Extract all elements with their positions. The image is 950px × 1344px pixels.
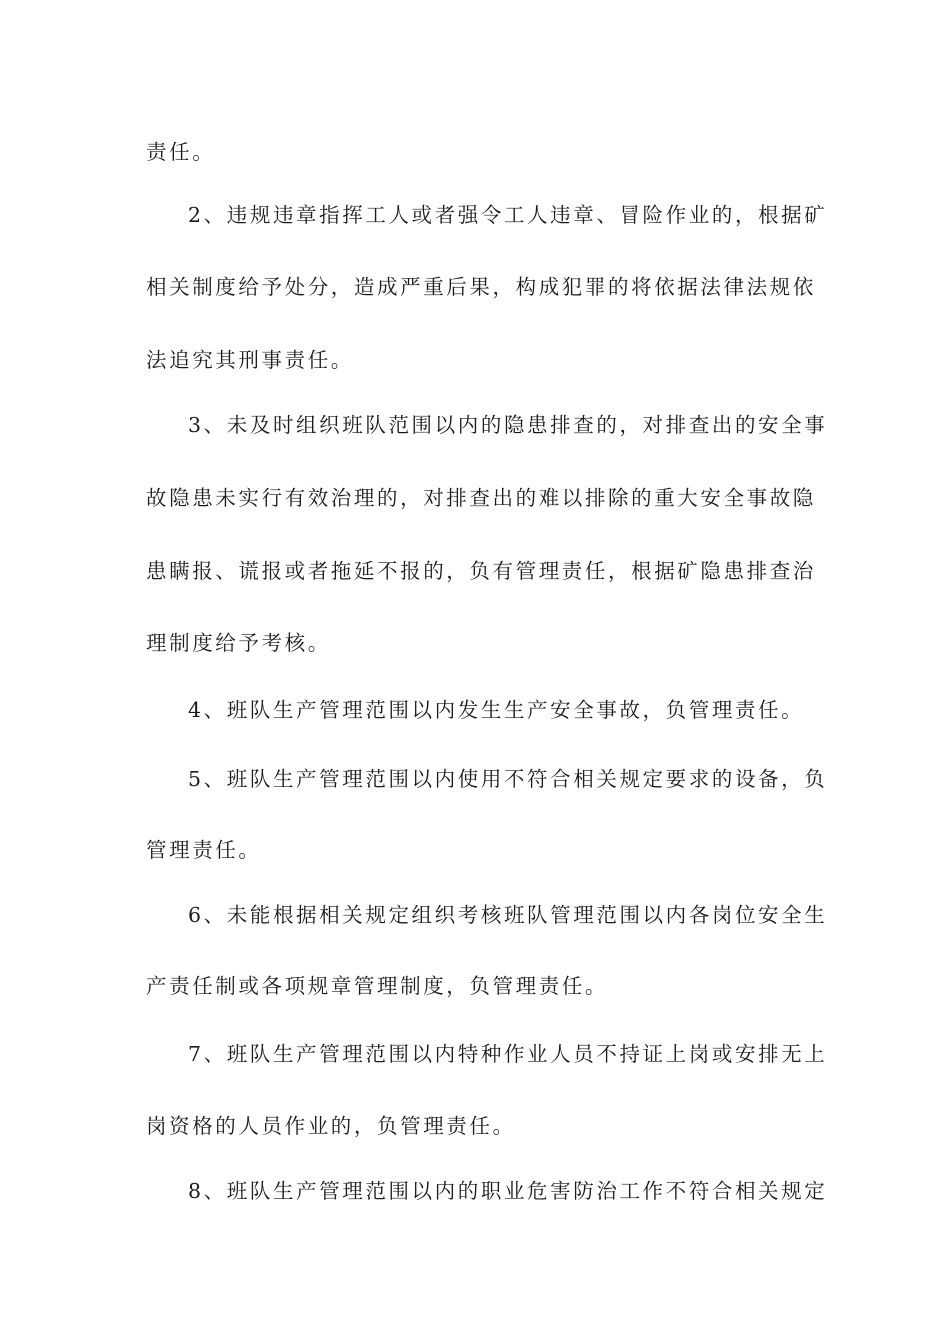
item-3-line-1: 3、未及时组织班队范围以内的隐患排查的，对排查出的安全事 [188, 413, 828, 437]
item-6-line-2: 产责任制或各项规章管理制度，负管理责任。 [146, 974, 608, 998]
item-2-line-3: 法追究其刑事责任。 [146, 348, 354, 372]
item-5-line-2: 管理责任。 [146, 838, 262, 862]
paragraph-1-end: 责任。 [146, 140, 216, 164]
item-6-line-1: 6、未能根据相关规定组织考核班队管理范围以内各岗位安全生 [188, 903, 828, 927]
item-3-line-3: 患瞒报、谎报或者拖延不报的，负有管理责任，根据矿隐患排查治 [146, 559, 816, 583]
item-4-line-1: 4、班队生产管理范围以内发生生产安全事故，负管理责任。 [188, 698, 805, 722]
item-2-line-1: 2、违规违章指挥工人或者强令工人违章、冒险作业的，根据矿 [188, 203, 828, 227]
item-5-line-1: 5、班队生产管理范围以内使用不符合相关规定要求的设备，负 [188, 767, 828, 791]
item-7-line-2: 岗资格的人员作业的，负管理责任。 [146, 1114, 516, 1138]
item-3-line-2: 故隐患未实行有效治理的，对排查出的难以排除的重大安全事故隐 [146, 486, 816, 510]
item-7-line-1: 7、班队生产管理范围以内特种作业人员不持证上岗或安排无上 [188, 1042, 828, 1066]
item-2-line-2: 相关制度给予处分，造成严重后果，构成犯罪的将依据法律法规依 [146, 275, 816, 299]
item-3-line-4: 理制度给予考核。 [146, 631, 331, 655]
item-8-line-1: 8、班队生产管理范围以内的职业危害防治工作不符合相关规定 [188, 1179, 828, 1203]
